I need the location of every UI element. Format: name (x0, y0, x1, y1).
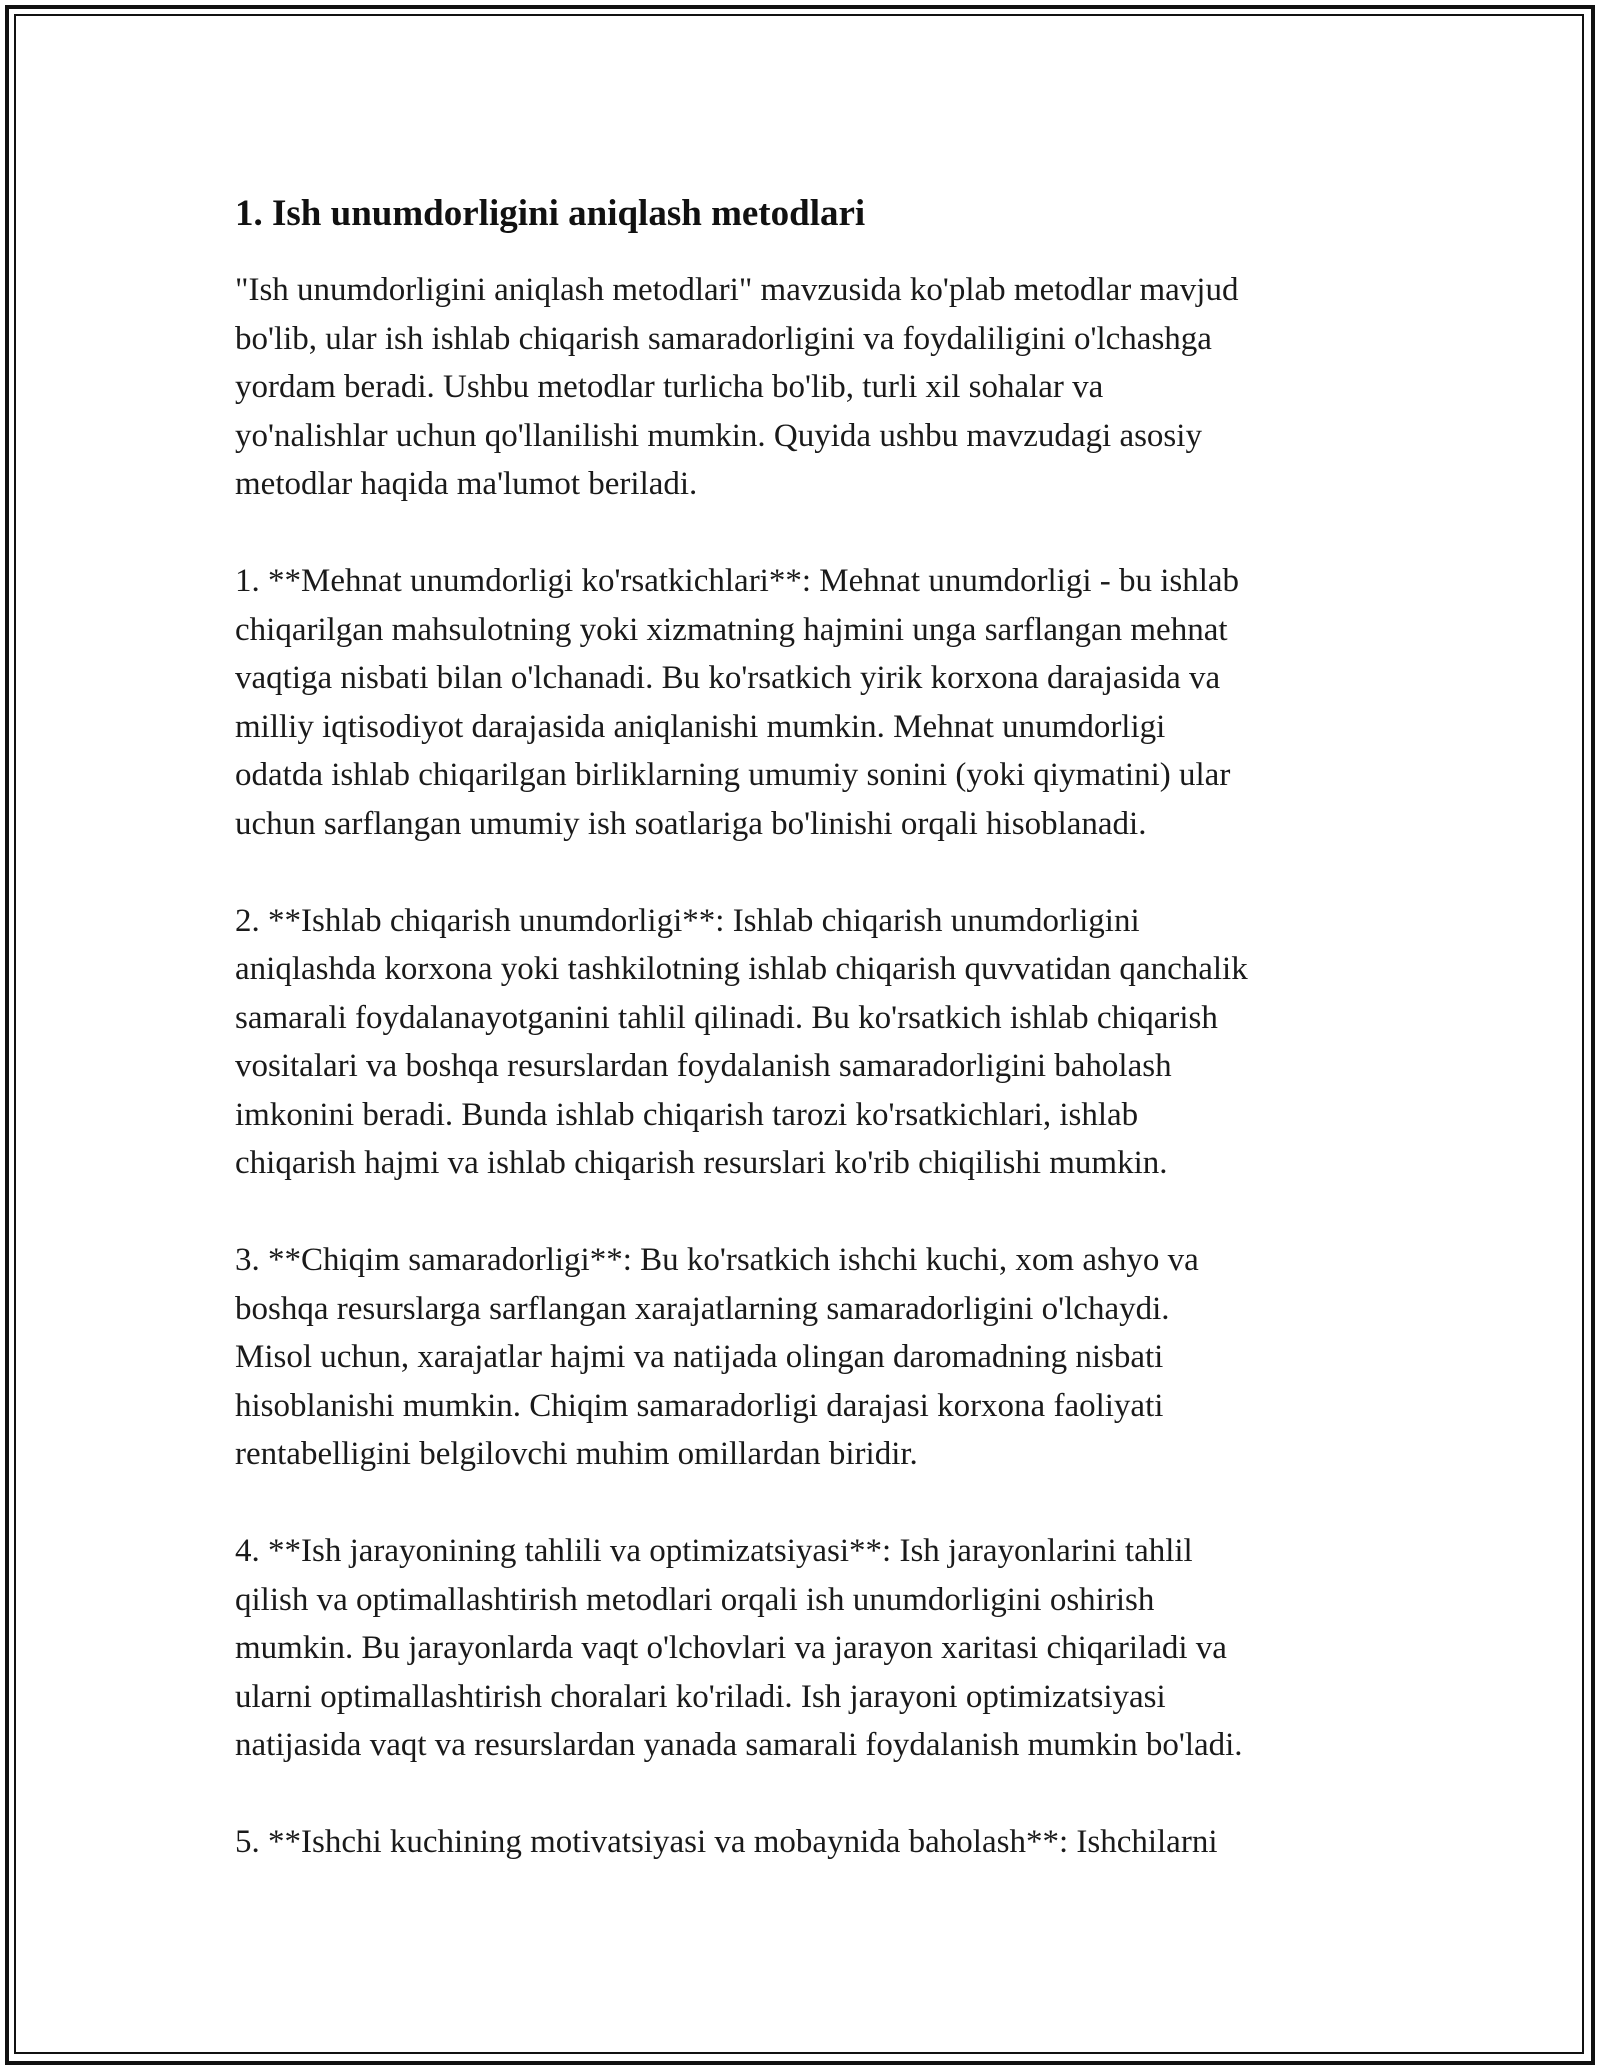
paragraph-item-4: 4. **Ish jarayonining tahlili va optimizatsiyasi**: Ish jarayonlarini tahlil qilish va optimallashtirish metodlari orqali ish unumdorligini oshirish mumkin. Bu jarayonlarda vaqt o'lchovlari va jarayon xaritasi chiqariladi va ularni optimallashtirish choralari ko'riladi. Ish jarayoni optimizatsiyasi natijasida vaqt va resurslardan yanada samarali foydalanish mumkin bo'ladi. (235, 1533, 1243, 1763)
paragraph-item-1: 1. **Mehnat unumdorligi ko'rsatkichlari**: Mehnat unumdorligi - bu ishlab chiqarilgan mahsulotning yoki xizmatning hajmini unga sarflangan mehnat vaqtiga nisbati bilan o'lchanadi. Bu ko'rsatkich yirik korxona darajasida va milliy iqtisodiyot darajasida aniqlanishi mumkin. Mehnat unumdorligi odatda ishlab chiqarilgan birliklarning umumiy sonini (yoki qiymatini) ular uchun sarflangan umumiy ish soatlariga bo'linishi orqali hisoblanadi. (235, 563, 1240, 842)
paragraph-item-3: 3. **Chiqim samaradorligi**: Bu ko'rsatkich ishchi kuchi, xom ashyo va boshqa resurslarga sarflangan xarajatlarning samaradorligini o'lchaydi. Misol uchun, xarajatlar hajmi va natijada olingan daromadning nisbati hisoblanishi mumkin. Chiqim samaradorligi darajasi korxona faoliyati rentabelligini belgilovchi muhim omillardan biridir. (235, 1242, 1199, 1472)
paragraph-item-5: 5. **Ishchi kuchining motivatsiyasi va mobaynida baholash**: Ishchilarni (235, 1824, 1218, 1860)
intro-paragraph: "Ish unumdorligini aniqlash metodlari" mavzusida ko'plab metodlar mavjud bo'lib, ular ish ishlab chiqarish samaradorligini va foydaliligini o'lchashga yordam beradi. Ushbu metodlar turlicha bo'lib, turli xil sohalar va yo'nalishlar uchun qo'llanilishi mumkin. Quyida ushbu mavzudagi asosiy metodlar haqida ma'lumot beriladi. (235, 272, 1239, 502)
paragraph-item-2: 2. **Ishlab chiqarish unumdorligi**: Ishlab chiqarish unumdorligini aniqlashda korxona yoki tashkilotning ishlab chiqarish quvvatidan qanchalik samarali foydalanayotganini tahlil qilinadi. Bu ko'rsatkich ishlab chiqarish vositalari va boshqa resurslardan foydalanish samaradorligini baholash imkonini beradi. Bunda ishlab chiqarish tarozi ko'rsatkichlari, ishlab chiqarish hajmi va ishlab chiqarish resurslari ko'rib chiqilishi mumkin. (235, 902, 1248, 1181)
section-heading: 1. Ish unumdorligini aniqlash metodlari (235, 193, 866, 234)
document-body (235, 190, 1375, 1915)
